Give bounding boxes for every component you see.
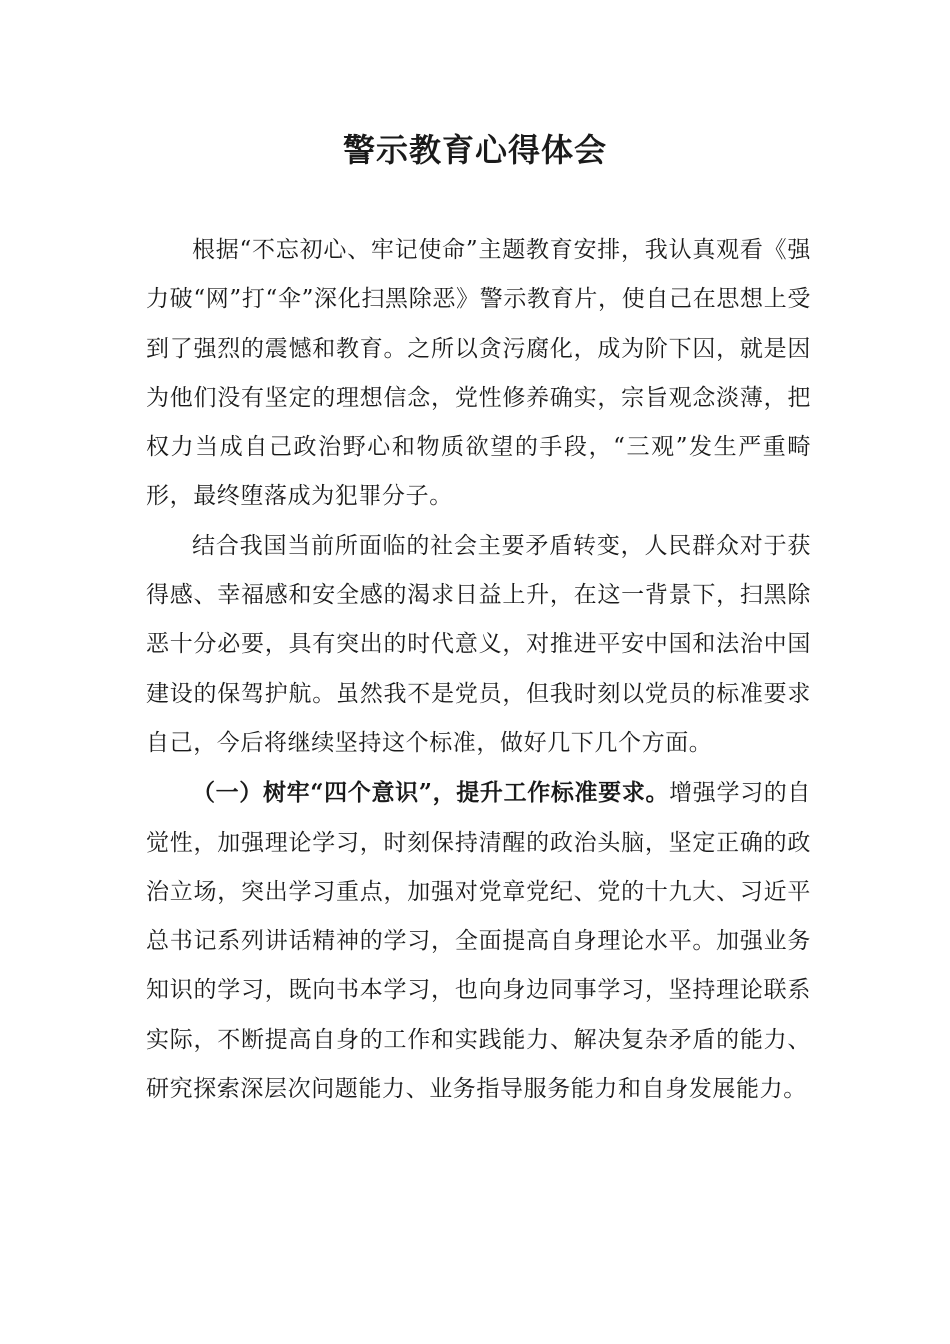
paragraph-intro (146, 226, 811, 522)
paragraph-context (146, 522, 811, 768)
paragraph-intro-text: 根据“不忘初心、牢记使命”主题教育安排，我认真观看《强力破“网”打“伞”深化扫黑除恶》警示教育片，使自己在思想上受到了强烈的震憾和教育。之所以贪污腐化，成为阶下囚，就是因为他们没有坚定的理想信念，党性修养确实，宗旨观念淡薄，把权力当成自己政治野心和物质欲望的手段，“三观”发生严重畸形，最终堕落成为犯罪分子。 (146, 237, 811, 510)
document-body (146, 226, 811, 1114)
document-title: 警示教育心得体会 (342, 131, 607, 169)
section-one-heading: （一）树牢“四个意识”，提升工作标准要求。 (192, 779, 670, 807)
paragraph-section-one (146, 768, 811, 1114)
paragraph-context-text: 结合我国当前所面临的社会主要矛盾转变，人民群众对于获得感、幸福感和安全感的渴求日益上升，在这一背景下，扫黑除恶十分必要，具有突出的时代意义，对推进平安中国和法治中国建设的保驾护航。虽然我不是党员，但我时刻以党员的标准要求自己，今后将继续坚持这个标准，做好几下几个方面。 (146, 532, 811, 756)
section-one-text: 增强学习的自觉性，加强理论学习，时刻保持清醒的政治头脑，坚定正确的政治立场，突出学习重点，加强对党章党纪、党的十九大、习近平总书记系列讲话精神的学习，全面提高自身理论水平。加强业务知识的学习，既向书本学习，也向身边同事学习，坚持理论联系实际，不断提高自身的工作和实践能力、解决复杂矛盾的能力、研究探索深层次问题能力、业务指导服务能力和自身发展能力。 (146, 780, 811, 1103)
